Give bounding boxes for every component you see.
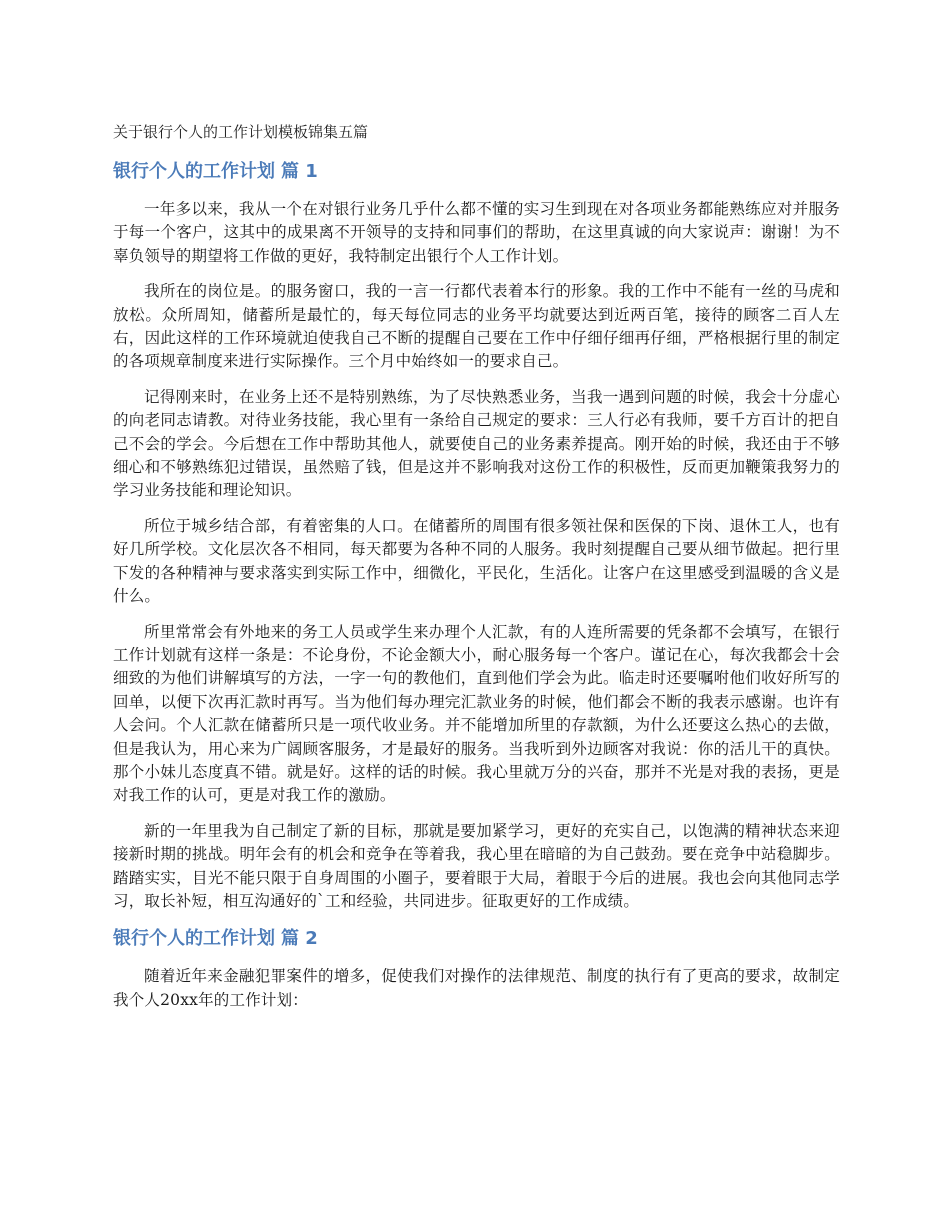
document-page: [113, 120, 840, 1026]
section-heading: [113, 160, 840, 184]
paragraph: 记得刚来时，在业务上还不是特别熟练，为了尽快熟悉业务，当我一遇到问题的时候，我会十分虚心的向老同志请教。对待业务技能，我心里有一条给自己规定的要求：三人行必有我师，要千方百计的把自己不会的学会。今后想在工作中帮助其他人，就要使自己的业务素养提高。刚开始的时候，我还由于不够细心和不够熟练犯过错误，虽然赔了钱，但是这并不影响我对这份工作的积极性，反而更加鞭策我努力的学习业务技能和理论知识。: [113, 387, 840, 500]
section-number: 篇 1: [281, 161, 318, 182]
section-heading-text: 银行个人的工作计划: [113, 161, 275, 182]
section-heading: [113, 927, 840, 951]
document-title: 关于银行个人的工作计划模板锦集五篇: [113, 123, 369, 141]
paragraph: 新的一年里我为自己制定了新的目标，那就是要加紧学习，更好的充实自己，以饱满的精神状态来迎接新时期的挑战。明年会有的机会和竞争在等着我，我心里在暗暗的为自己鼓劲。要在竞争中站稳脚步。踏踏实实，目光不能只限于自身周围的小圈子，要着眼于大局，着眼于今后的进展。我也会向其他同志学习，取长补短，相互沟通好的`工和经验，共同进步。征取更好的工作成绩。: [113, 821, 840, 910]
section-heading-text: 银行个人的工作计划: [113, 928, 275, 950]
section-number: 篇 2: [281, 928, 318, 950]
section-1: [113, 160, 840, 913]
section-2: [113, 927, 840, 1012]
paragraph: 随着近年来金融犯罪案件的增多，促使我们对操作的法律规范、制度的执行有了更高的要求，故制定我个人20xx年的工作计划：: [113, 967, 840, 1009]
paragraph: 一年多以来，我从一个在对银行业务几乎什么都不懂的实习生到现在对各项业务都能熟练应对并服务于每一个客户，这其中的成果离不开领导的支持和同事们的帮助，在这里真诚的向大家说声：谢谢！为不辜负领导的期望将工作做的更好，我特制定出银行个人工作计划。: [113, 200, 840, 265]
paragraph: 所里常常会有外地来的务工人员或学生来办理个人汇款，有的人连所需要的凭条都不会填写，在银行工作计划就有这样一条是：不论身份，不论金额大小，耐心服务每一个客户。谨记在心，每次我都会十会细致的为他们讲解填写的方法，一字一句的教他们，直到他们学会为此。临走时还要嘱咐他们收好所写的回单，以便下次再汇款时再写。当为他们每办理完汇款业务的时候，他们都会不断的我表示感谢。也许有人会问。个人汇款在储蓄所只是一项代收业务。并不能增加所里的存款额，为什么还要这么热心的去做，但是我认为，用心来为广阔顾客服务，才是最好的服务。当我听到外边顾客对我说：你的活儿干的真快。那个小妹儿态度真不错。就是好。这样的话的时候。我心里就万分的兴奋，那并不光是对我的表扬，更是对我工作的认可，更是对我工作的激励。: [113, 622, 840, 805]
paragraph: 我所在的岗位是。的服务窗口，我的一言一行都代表着本行的形象。我的工作中不能有一丝的马虎和放松。众所周知，储蓄所是最忙的，每天每位同志的业务平均就要达到近两百笔，接待的顾客二百人左右，因此这样的工作环境就迫使我自己不断的提醒自己要在工作中仔细仔细再仔细，严格根据行里的制定的各项规章制度来进行实际操作。三个月中始终如一的要求自己。: [113, 282, 840, 371]
paragraph: 所位于城乡结合部，有着密集的人口。在储蓄所的周围有很多领社保和医保的下岗、退休工人，也有好几所学校。文化层次各不相同，每天都要为各种不同的人服务。我时刻提醒自己要从细节做起。把行里下发的各种精神与要求落实到实际工作中，细微化，平民化，生活化。让客户在这里感受到温暖的含义是什么。: [113, 516, 840, 606]
